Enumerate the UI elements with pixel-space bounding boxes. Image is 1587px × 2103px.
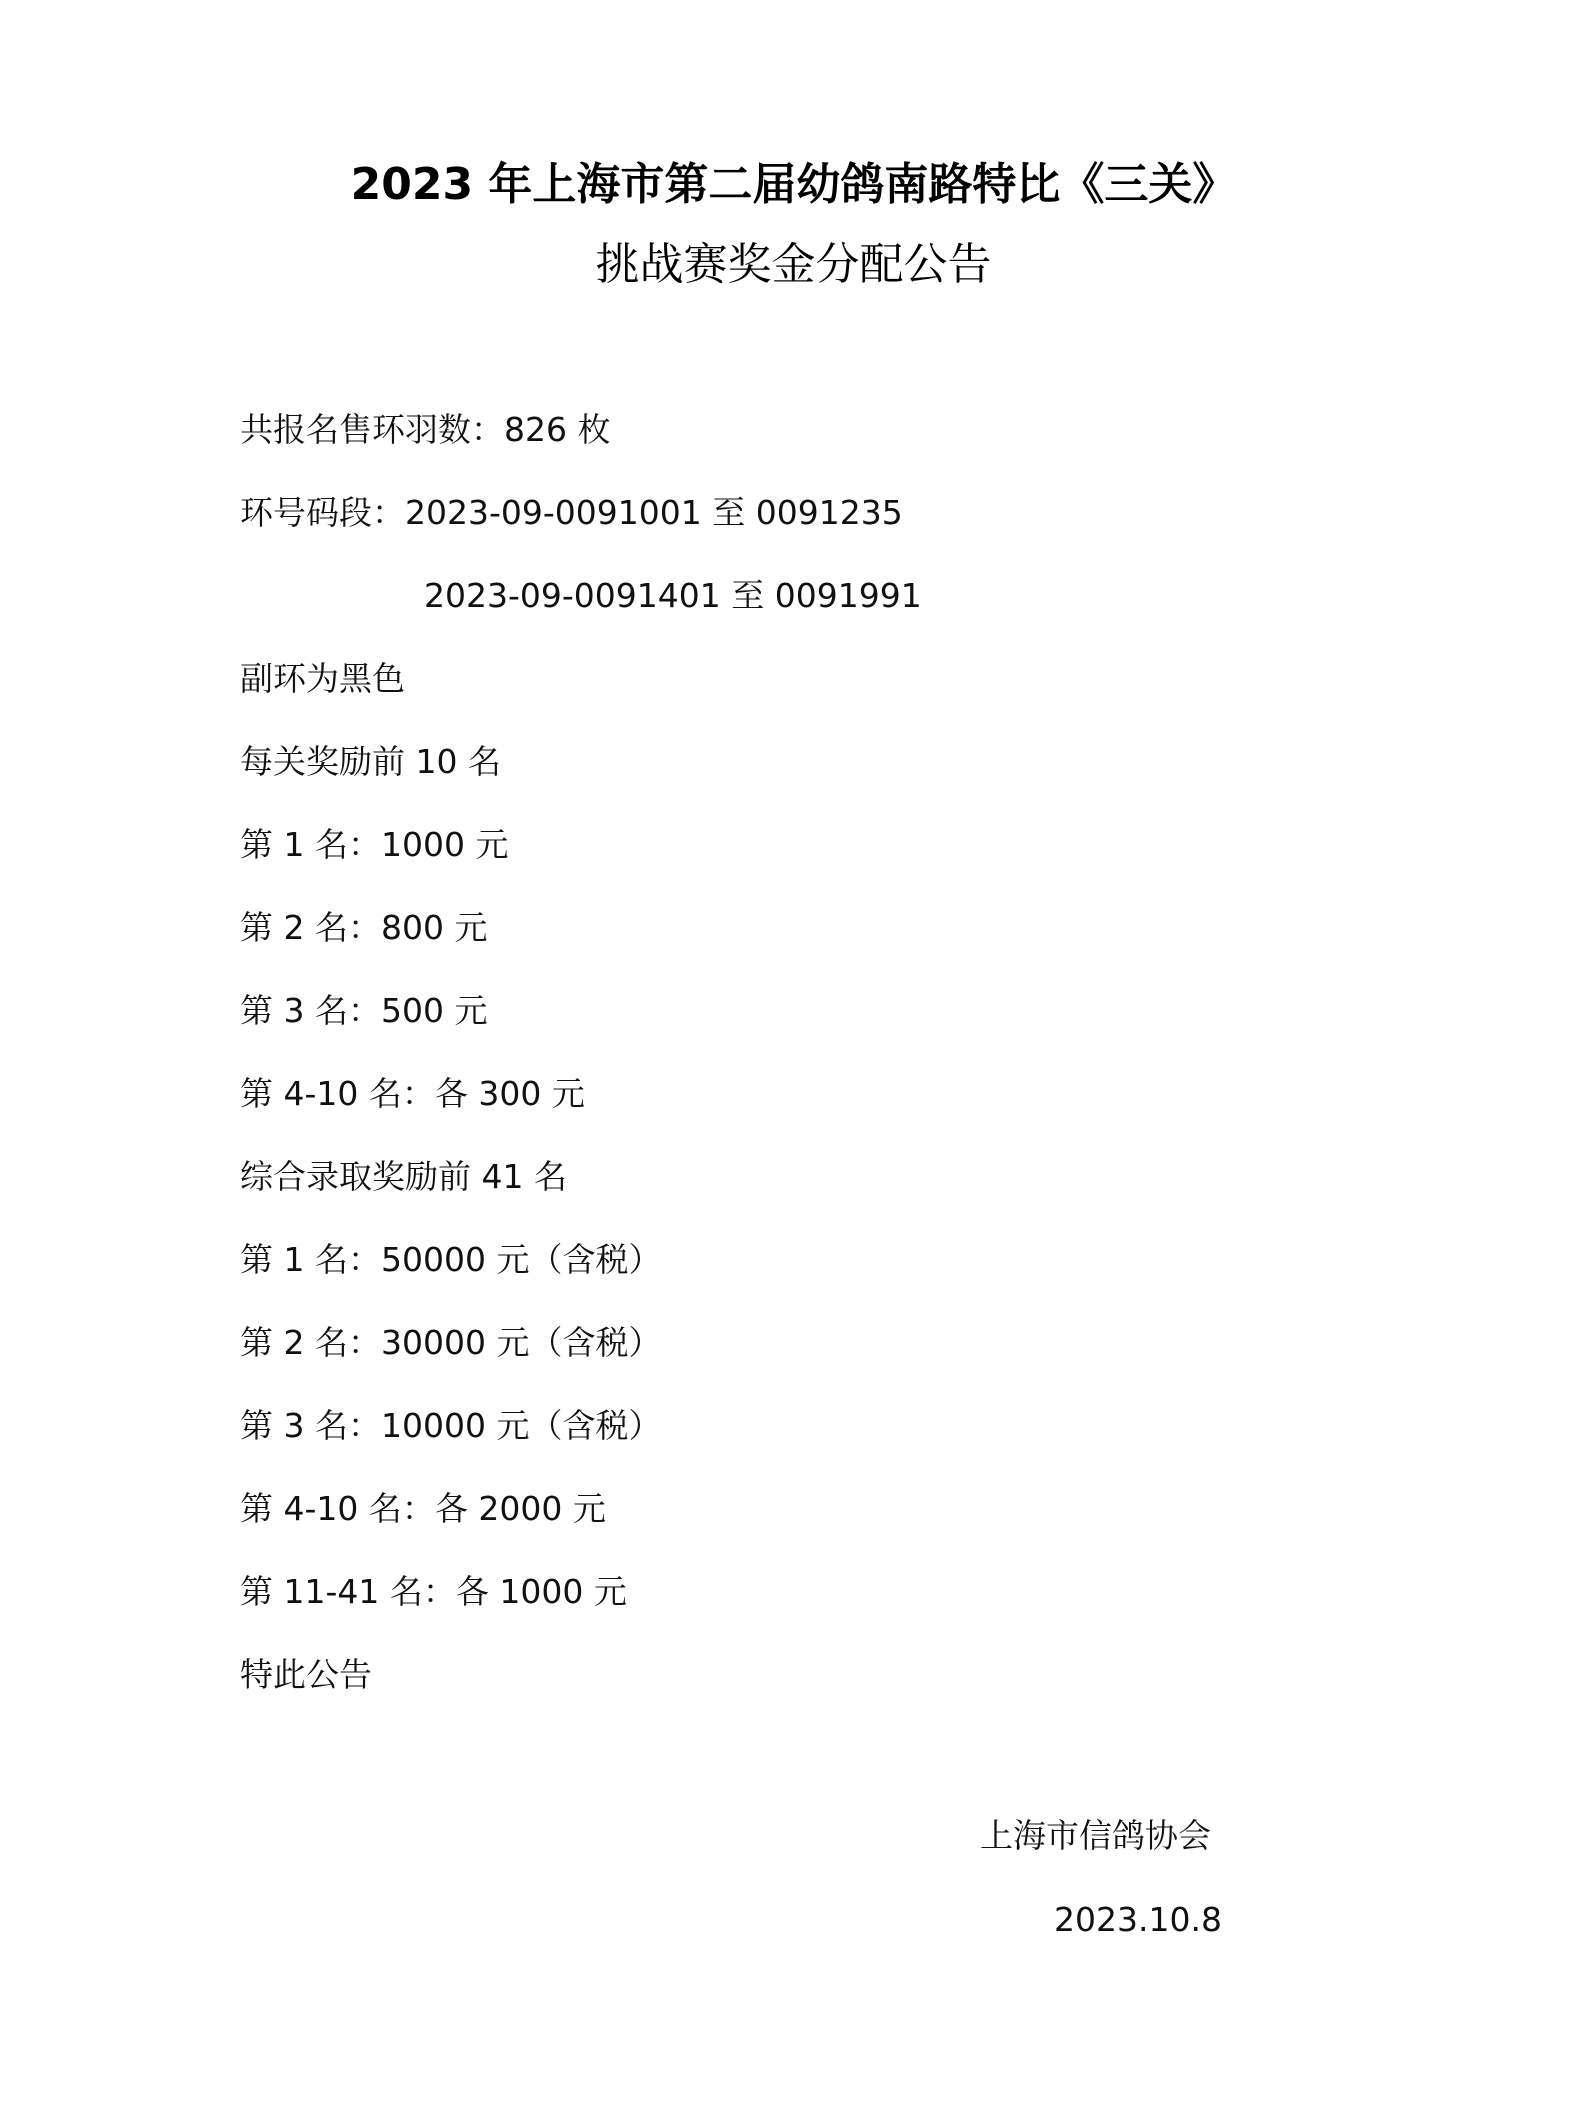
sub-ring-color-line: 副环为黑色 <box>240 659 405 698</box>
overall-prize-2: 第 2 名：30000 元（含税） <box>240 1323 662 1362</box>
title-line-1: 2023 年上海市第二届幼鸽南路特比《三关》 <box>350 159 1237 210</box>
signature-organization: 上海市信鸽协会 <box>980 1816 1211 1855</box>
per-stage-prize-2: 第 2 名：800 元 <box>240 908 488 947</box>
overall-prize-11-41: 第 11-41 名：各 1000 元 <box>240 1572 627 1611</box>
per-stage-prize-4-10: 第 4-10 名：各 300 元 <box>240 1074 585 1113</box>
total-rings-line: 共报名售环羽数：826 枚 <box>240 410 611 449</box>
ring-range-line-1: 环号码段：2023-09-0091001 至 0091235 <box>240 493 903 532</box>
signature-date: 2023.10.8 <box>1054 1900 1222 1939</box>
per-stage-prize-1: 第 1 名：1000 元 <box>240 825 509 864</box>
overall-prize-1: 第 1 名：50000 元（含税） <box>240 1240 662 1279</box>
overall-prize-heading: 综合录取奖励前 41 名 <box>240 1157 567 1196</box>
overall-prize-4-10: 第 4-10 名：各 2000 元 <box>240 1489 606 1528</box>
per-stage-prize-heading: 每关奖励前 10 名 <box>240 742 501 781</box>
ring-range-line-2: 2023-09-0091401 至 0091991 <box>424 576 922 615</box>
closing-line: 特此公告 <box>240 1655 372 1694</box>
per-stage-prize-3: 第 3 名：500 元 <box>240 991 488 1030</box>
overall-prize-3: 第 3 名：10000 元（含税） <box>240 1406 662 1445</box>
title-line-2: 挑战赛奖金分配公告 <box>595 239 992 290</box>
